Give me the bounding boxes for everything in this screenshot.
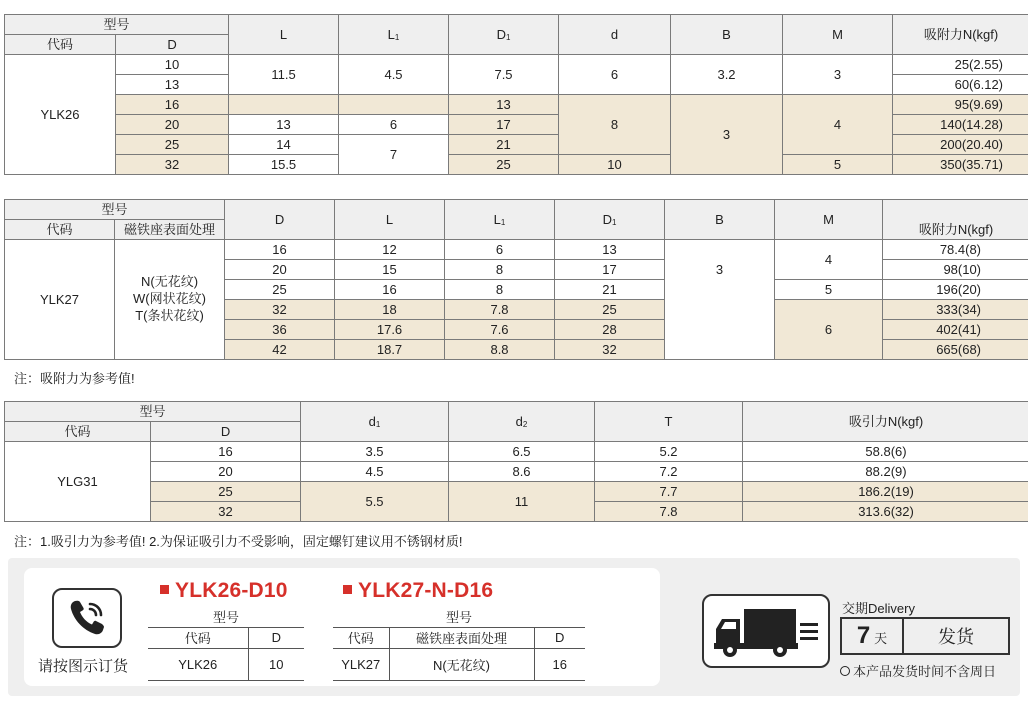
header-force: 吸附力N(kgf): [893, 15, 1028, 55]
cell-d1: 3.5: [301, 442, 449, 462]
ex-surface-value: N(无花纹): [389, 648, 534, 680]
cell-D: 20: [116, 115, 229, 135]
header-model: 型号: [5, 200, 225, 220]
cell-D1: 21: [449, 135, 559, 155]
cell-force: 60(6.12): [893, 75, 1028, 95]
cell-B: 3: [671, 95, 783, 175]
cell-force: 200(20.40): [893, 135, 1028, 155]
ex-D-value: 10: [248, 648, 304, 680]
cell-D1: 17: [555, 260, 665, 280]
ex-code-value: YLK27: [333, 648, 389, 680]
cell-L1: 4.5: [339, 55, 449, 95]
delivery-note: 本产品发货时间不含周日: [840, 661, 996, 680]
phone-order-icon: [52, 588, 122, 648]
cell-T: 7.8: [595, 502, 743, 522]
ex-model-label: 型号: [333, 606, 585, 627]
header-model: 型号: [5, 402, 301, 422]
cell-L: 16: [335, 280, 445, 300]
cell-D: 32: [151, 502, 301, 522]
cell-D: 32: [116, 155, 229, 175]
cell-force: 78.4(8): [883, 240, 1028, 260]
header-D1: $D_1$: [449, 15, 559, 55]
cell-L1: 8: [445, 260, 555, 280]
header-D1: $D_1$: [555, 200, 665, 240]
ex-surface-header: 磁铁座表面处理: [389, 627, 534, 648]
square-bullet-icon: [160, 585, 169, 594]
cell-d2: 11: [449, 482, 595, 522]
header-model: 型号: [5, 15, 229, 35]
cell-D: 36: [225, 320, 335, 340]
header-d: d: [559, 15, 671, 55]
cell-B: 3.2: [671, 55, 783, 95]
cell-D1: 25: [449, 155, 559, 175]
cell-force: 333(34): [883, 300, 1028, 320]
cell-D1: 13: [449, 95, 559, 115]
delivery-truck-icon: [702, 594, 830, 668]
header-L1: $L_1$: [445, 200, 555, 240]
cell-force: 186.2(19): [743, 482, 1028, 502]
example-title-ylk26: YLK26-D10: [160, 579, 288, 603]
cell-L1: 7.8: [445, 300, 555, 320]
cell-D: 42: [225, 340, 335, 360]
cell-D: 16: [151, 442, 301, 462]
note-ylk27: 注：吸附力为参考值!: [14, 371, 135, 386]
cell-d2: 8.6: [449, 462, 595, 482]
ex-D-header: D: [248, 627, 304, 648]
surface-option: W(网状花纹): [133, 291, 206, 307]
cell-force: 402(41): [883, 320, 1028, 340]
ex-D-value: 16: [534, 648, 585, 680]
cell-D: 25: [116, 135, 229, 155]
header-surface: 磁铁座表面处理: [115, 220, 225, 240]
header-code: 代码: [5, 422, 151, 442]
spec-table-ylk26: [4, 14, 1028, 175]
header-M: M: [783, 15, 893, 55]
cell-T: 7.7: [595, 482, 743, 502]
cell-M: 3: [783, 55, 893, 95]
ex-model-label: 型号: [148, 606, 304, 627]
cell-D: 16: [116, 95, 229, 115]
cell-force: 98(10): [883, 260, 1028, 280]
delivery-days: 7 天: [842, 619, 904, 653]
cell-L: 15.5: [229, 155, 339, 175]
example-table-ylk26: [148, 606, 304, 681]
circle-bullet-icon: [840, 666, 850, 676]
cell-D1: 28: [555, 320, 665, 340]
header-B: B: [671, 15, 783, 55]
cell-d: 10: [559, 155, 671, 175]
cell-D1: 13: [555, 240, 665, 260]
code-cell: YLG31: [5, 442, 151, 522]
cell-D: 32: [225, 300, 335, 320]
example-table-ylk27: [333, 606, 585, 681]
cell-L: 18.7: [335, 340, 445, 360]
header-force: 吸引力N(kgf): [743, 402, 1028, 442]
cell-L: 12: [335, 240, 445, 260]
example-title-ylk27: YLK27-N-D16: [343, 579, 493, 603]
cell-L: 13: [229, 115, 339, 135]
cell-B: 3: [665, 240, 775, 360]
header-D: D: [151, 422, 301, 442]
spec-table-ylg31: [4, 401, 1028, 522]
header-d2: $d_2$: [449, 402, 595, 442]
cell-M: 4: [775, 240, 883, 280]
cell-M: 4: [783, 95, 893, 155]
ex-code-value: YLK26: [148, 648, 248, 680]
delivery-box: [840, 617, 1010, 655]
cell-D: 25: [225, 280, 335, 300]
cell-D1: 32: [555, 340, 665, 360]
cell-D: 10: [116, 55, 229, 75]
cell-L: 17.6: [335, 320, 445, 340]
cell-D: 13: [116, 75, 229, 95]
header-code: 代码: [5, 35, 116, 55]
order-instruction: 请按图示订货: [38, 658, 129, 675]
cell-force: 665(68): [883, 340, 1028, 360]
cell-d: 8: [559, 95, 671, 155]
cell-D1: 17: [449, 115, 559, 135]
cell-L: 15: [335, 260, 445, 280]
cell-force: 88.2(9): [743, 462, 1028, 482]
header-D: D: [116, 35, 229, 55]
surface-option: T(条状花纹): [135, 307, 204, 323]
header-L1: $L_1$: [339, 15, 449, 55]
cell-force: 350(35.71): [893, 155, 1028, 175]
cell-L1: [339, 95, 449, 115]
cell-L1: 7: [339, 135, 449, 175]
cell-d1: 5.5: [301, 482, 449, 522]
delivery-label: 交期Delivery: [842, 601, 915, 616]
cell-L1: 8.8: [445, 340, 555, 360]
header-L: L: [229, 15, 339, 55]
cell-L: 11.5: [229, 55, 339, 95]
header-L: L: [335, 200, 445, 240]
cell-M: 5: [775, 280, 883, 300]
header-B: B: [665, 200, 775, 240]
cell-d: 6: [559, 55, 671, 95]
cell-L1: 8: [445, 280, 555, 300]
cell-T: 5.2: [595, 442, 743, 462]
ex-code-header: 代码: [148, 627, 248, 648]
cell-force: 58.8(6): [743, 442, 1028, 462]
cell-L: [229, 95, 339, 115]
cell-D1: 21: [555, 280, 665, 300]
code-cell: YLK27: [5, 240, 115, 360]
note-ylg31: 注：1.吸引力为参考值! 2.为保证吸引力不受影响，固定螺钉建议用不锈钢材质!: [14, 534, 463, 549]
cell-D: 25: [151, 482, 301, 502]
code-cell: YLK26: [5, 55, 116, 175]
cell-force: 313.6(32): [743, 502, 1028, 522]
cell-L: 18: [335, 300, 445, 320]
cell-force: 196(20): [883, 280, 1028, 300]
cell-M: 6: [775, 300, 883, 360]
header-force: 吸附力N(kgf): [883, 200, 1028, 240]
cell-d1: 4.5: [301, 462, 449, 482]
ex-D-header: D: [534, 627, 585, 648]
surface-option: N(无花纹): [140, 274, 199, 290]
cell-T: 7.2: [595, 462, 743, 482]
delivery-ship: 发货: [938, 627, 974, 647]
cell-L1: 6: [445, 240, 555, 260]
ex-code-header: 代码: [333, 627, 389, 648]
cell-L1: 6: [339, 115, 449, 135]
spec-table-ylk27: [4, 199, 1028, 360]
header-d1: $d_1$: [301, 402, 449, 442]
cell-d2: 6.5: [449, 442, 595, 462]
cell-L: 14: [229, 135, 339, 155]
cell-force: 140(14.28): [893, 115, 1028, 135]
cell-D: 20: [225, 260, 335, 280]
header-code: 代码: [5, 220, 115, 240]
surface-cell: [115, 240, 225, 360]
header-M: M: [775, 200, 883, 240]
cell-force: 25(2.55): [893, 55, 1028, 75]
cell-D: 20: [151, 462, 301, 482]
cell-M: 5: [783, 155, 893, 175]
cell-force: 95(9.69): [893, 95, 1028, 115]
square-bullet-icon: [343, 585, 352, 594]
cell-L1: 7.6: [445, 320, 555, 340]
cell-D: 16: [225, 240, 335, 260]
cell-D1: 25: [555, 300, 665, 320]
header-D: D: [225, 200, 335, 240]
cell-D1: 7.5: [449, 55, 559, 95]
header-T: T: [595, 402, 743, 442]
